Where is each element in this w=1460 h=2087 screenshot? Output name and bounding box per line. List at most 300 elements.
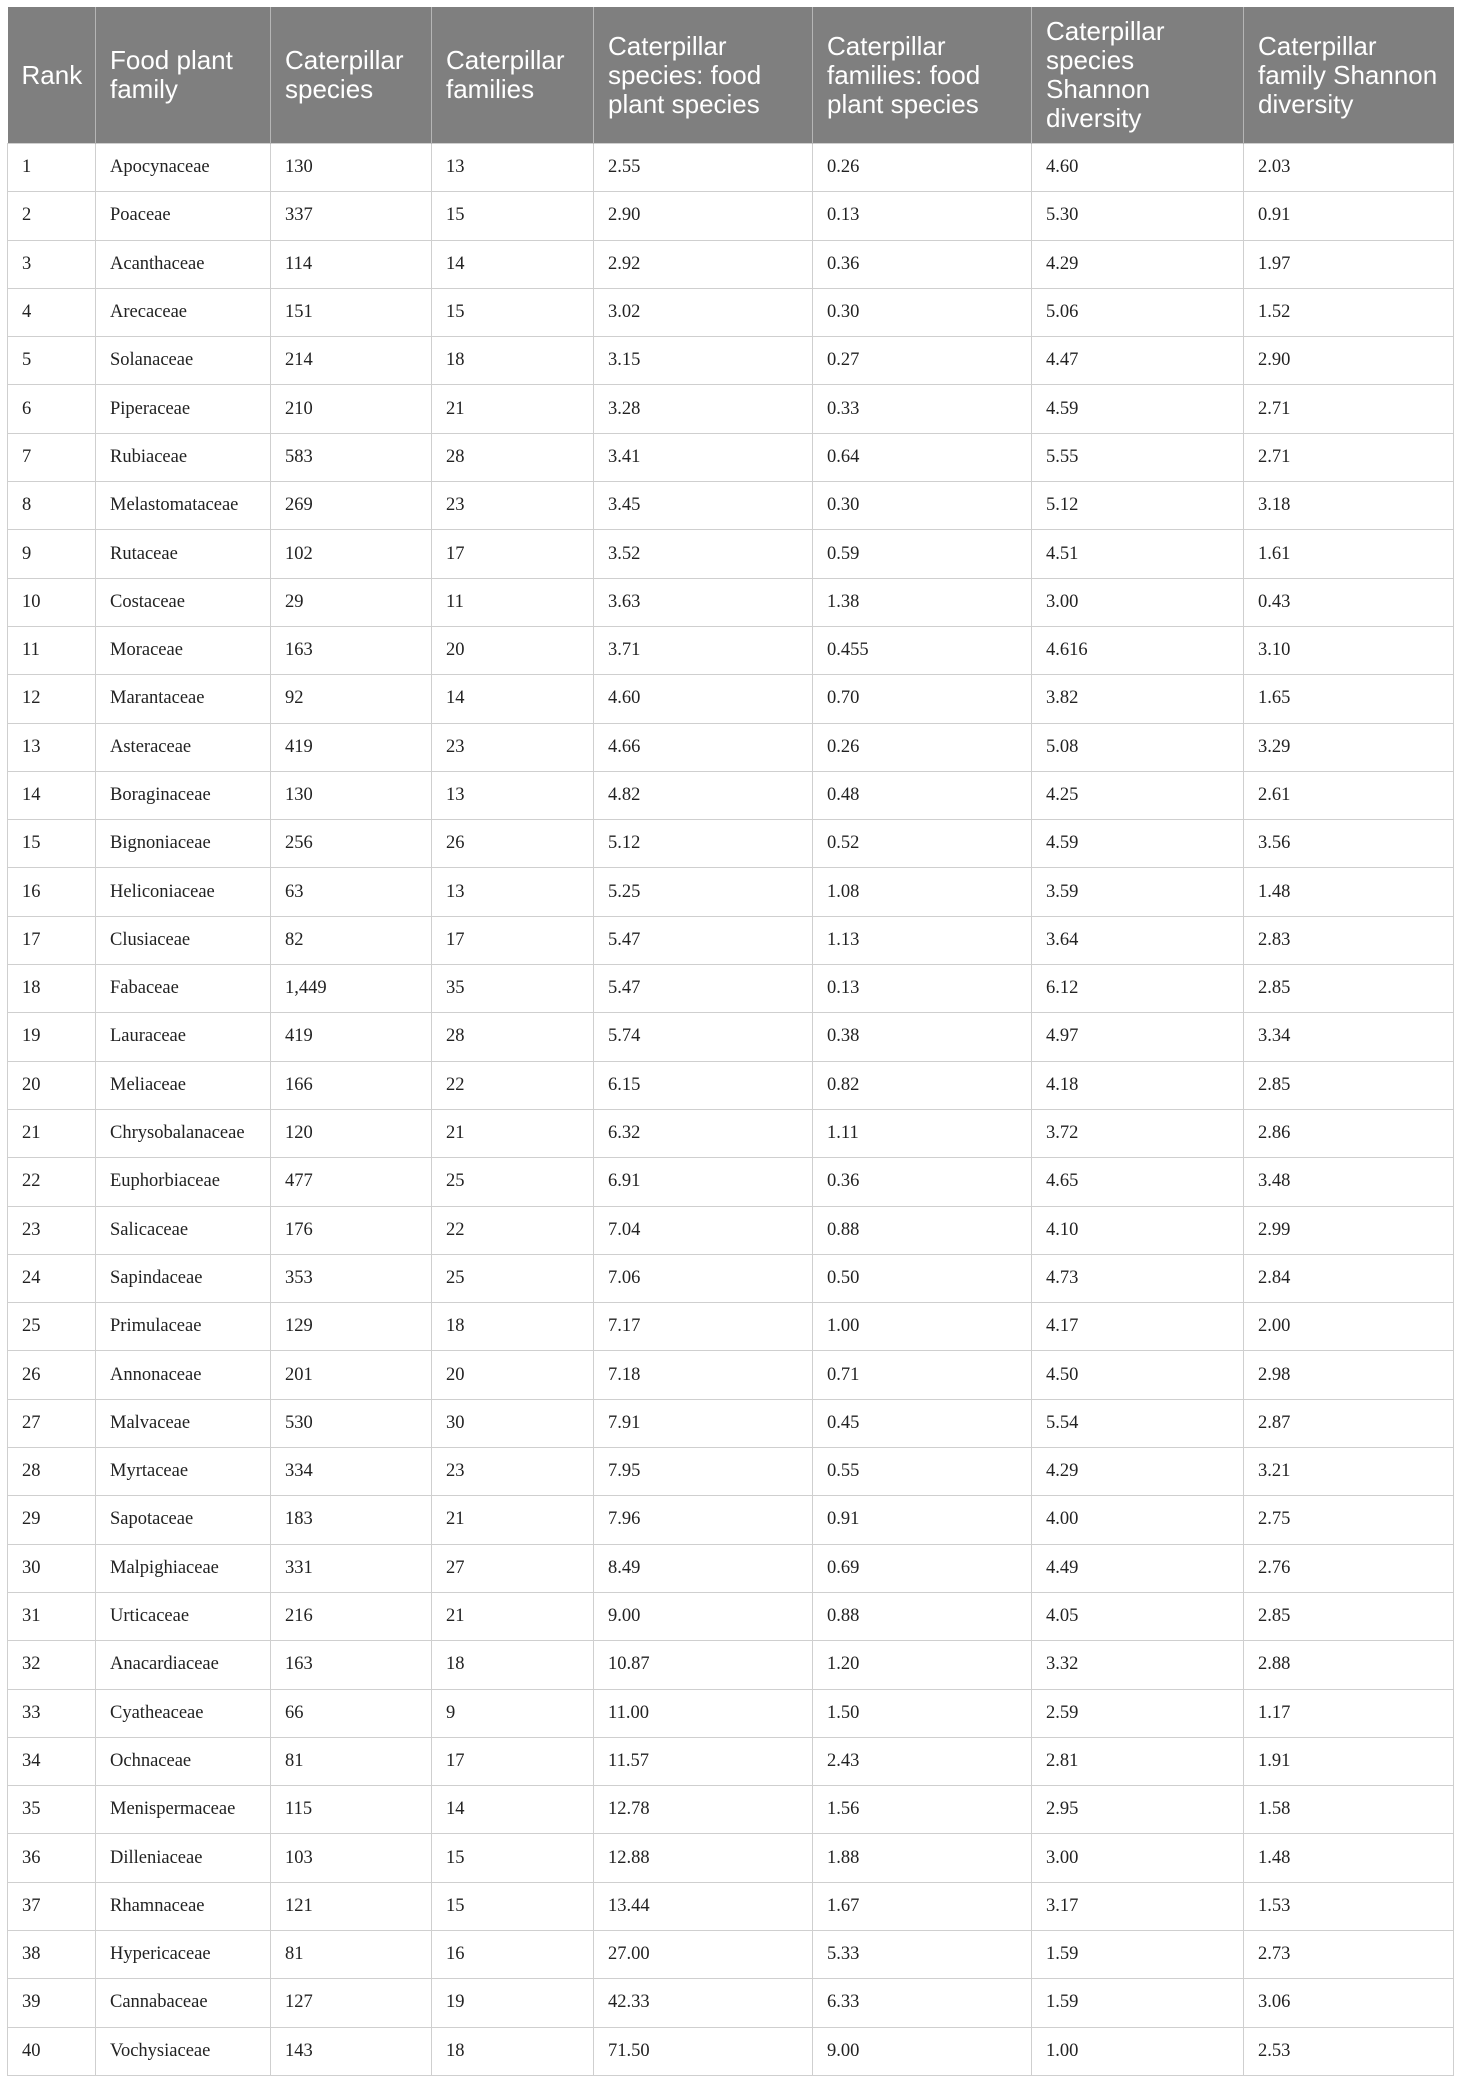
cell-rank: 14: [8, 771, 96, 819]
cell-families-per-food-plant: 0.36: [813, 1158, 1032, 1206]
cell-food-plant-family: Rhamnaceae: [96, 1882, 271, 1930]
cell-families-per-food-plant: 1.88: [813, 1834, 1032, 1882]
cell-rank: 2: [8, 192, 96, 240]
cell-species-per-food-plant: 11.57: [594, 1737, 813, 1785]
cell-families-per-food-plant: 0.82: [813, 1061, 1032, 1109]
cell-species-per-food-plant: 3.02: [594, 288, 813, 336]
cell-caterpillar-families: 13: [432, 144, 594, 192]
cell-families-per-food-plant: 0.45: [813, 1399, 1032, 1447]
cell-rank: 36: [8, 1834, 96, 1882]
cell-caterpillar-families: 27: [432, 1544, 594, 1592]
cell-rank: 21: [8, 1109, 96, 1157]
cell-species-shannon-diversity: 5.55: [1032, 433, 1244, 481]
cell-family-shannon-diversity: 3.29: [1244, 723, 1454, 771]
cell-species-per-food-plant: 7.95: [594, 1448, 813, 1496]
cell-species-shannon-diversity: 4.51: [1032, 530, 1244, 578]
cell-caterpillar-species: 81: [271, 1930, 432, 1978]
header-families-per-food-plant: Caterpillar families: food plant species: [813, 7, 1032, 144]
cell-species-shannon-diversity: 4.10: [1032, 1206, 1244, 1254]
cell-species-shannon-diversity: 2.81: [1032, 1737, 1244, 1785]
cell-caterpillar-families: 28: [432, 433, 594, 481]
cell-species-shannon-diversity: 4.05: [1032, 1592, 1244, 1640]
cell-food-plant-family: Ochnaceae: [96, 1737, 271, 1785]
cell-species-shannon-diversity: 4.60: [1032, 144, 1244, 192]
cell-food-plant-family: Cyatheaceae: [96, 1689, 271, 1737]
cell-species-per-food-plant: 7.04: [594, 1206, 813, 1254]
cell-food-plant-family: Apocynaceae: [96, 144, 271, 192]
cell-species-shannon-diversity: 1.00: [1032, 2027, 1244, 2075]
cell-caterpillar-species: 583: [271, 433, 432, 481]
cell-family-shannon-diversity: 2.75: [1244, 1496, 1454, 1544]
cell-family-shannon-diversity: 2.61: [1244, 771, 1454, 819]
cell-food-plant-family: Rubiaceae: [96, 433, 271, 481]
cell-species-per-food-plant: 3.63: [594, 578, 813, 626]
cell-food-plant-family: Asteraceae: [96, 723, 271, 771]
cell-species-per-food-plant: 13.44: [594, 1882, 813, 1930]
cell-species-per-food-plant: 2.90: [594, 192, 813, 240]
cell-family-shannon-diversity: 3.10: [1244, 626, 1454, 674]
cell-family-shannon-diversity: 1.58: [1244, 1786, 1454, 1834]
cell-family-shannon-diversity: 2.73: [1244, 1930, 1454, 1978]
table-row: [8, 820, 1454, 868]
cell-species-shannon-diversity: 4.59: [1032, 820, 1244, 868]
cell-species-per-food-plant: 3.41: [594, 433, 813, 481]
cell-caterpillar-families: 25: [432, 1254, 594, 1302]
cell-rank: 1: [8, 144, 96, 192]
cell-species-shannon-diversity: 3.17: [1032, 1882, 1244, 1930]
cell-food-plant-family: Hypericaceae: [96, 1930, 271, 1978]
cell-rank: 34: [8, 1737, 96, 1785]
cell-species-shannon-diversity: 4.616: [1032, 626, 1244, 674]
cell-rank: 5: [8, 337, 96, 385]
cell-caterpillar-species: 66: [271, 1689, 432, 1737]
cell-species-per-food-plant: 8.49: [594, 1544, 813, 1592]
cell-families-per-food-plant: 0.59: [813, 530, 1032, 578]
cell-families-per-food-plant: 0.91: [813, 1496, 1032, 1544]
cell-species-per-food-plant: 3.52: [594, 530, 813, 578]
table-row: [8, 144, 1454, 192]
cell-caterpillar-families: 18: [432, 1303, 594, 1351]
cell-rank: 15: [8, 820, 96, 868]
cell-families-per-food-plant: 1.11: [813, 1109, 1032, 1157]
cell-species-per-food-plant: 3.45: [594, 482, 813, 530]
cell-species-per-food-plant: 9.00: [594, 1592, 813, 1640]
cell-caterpillar-families: 23: [432, 482, 594, 530]
cell-caterpillar-species: 130: [271, 771, 432, 819]
cell-food-plant-family: Piperaceae: [96, 385, 271, 433]
cell-species-shannon-diversity: 3.72: [1032, 1109, 1244, 1157]
cell-caterpillar-families: 17: [432, 1737, 594, 1785]
table-row: [8, 626, 1454, 674]
cell-caterpillar-families: 9: [432, 1689, 594, 1737]
cell-caterpillar-families: 14: [432, 240, 594, 288]
cell-rank: 39: [8, 1979, 96, 2027]
cell-caterpillar-species: 63: [271, 868, 432, 916]
cell-species-per-food-plant: 4.66: [594, 723, 813, 771]
cell-rank: 6: [8, 385, 96, 433]
cell-caterpillar-species: 102: [271, 530, 432, 578]
header-caterpillar-species: Caterpillar species: [271, 7, 432, 144]
cell-family-shannon-diversity: 2.03: [1244, 144, 1454, 192]
cell-family-shannon-diversity: 2.84: [1244, 1254, 1454, 1302]
table-row: [8, 1351, 1454, 1399]
cell-caterpillar-families: 21: [432, 385, 594, 433]
cell-food-plant-family: Solanaceae: [96, 337, 271, 385]
cell-family-shannon-diversity: 2.53: [1244, 2027, 1454, 2075]
cell-rank: 16: [8, 868, 96, 916]
cell-species-shannon-diversity: 3.59: [1032, 868, 1244, 916]
table-row: [8, 1689, 1454, 1737]
cell-species-per-food-plant: 42.33: [594, 1979, 813, 2027]
cell-species-per-food-plant: 3.71: [594, 626, 813, 674]
cell-families-per-food-plant: 0.455: [813, 626, 1032, 674]
cell-families-per-food-plant: 2.43: [813, 1737, 1032, 1785]
cell-family-shannon-diversity: 1.65: [1244, 675, 1454, 723]
cell-rank: 20: [8, 1061, 96, 1109]
cell-species-per-food-plant: 4.60: [594, 675, 813, 723]
cell-species-per-food-plant: 5.74: [594, 1013, 813, 1061]
cell-caterpillar-species: 115: [271, 1786, 432, 1834]
cell-caterpillar-families: 30: [432, 1399, 594, 1447]
cell-food-plant-family: Primulaceae: [96, 1303, 271, 1351]
cell-families-per-food-plant: 1.13: [813, 916, 1032, 964]
cell-species-per-food-plant: 12.88: [594, 1834, 813, 1882]
cell-caterpillar-species: 269: [271, 482, 432, 530]
table-row: [8, 965, 1454, 1013]
table-row: [8, 482, 1454, 530]
cell-caterpillar-species: 29: [271, 578, 432, 626]
cell-species-shannon-diversity: 5.06: [1032, 288, 1244, 336]
table-row: [8, 1254, 1454, 1302]
cell-family-shannon-diversity: 1.91: [1244, 1737, 1454, 1785]
cell-families-per-food-plant: 0.27: [813, 337, 1032, 385]
cell-species-per-food-plant: 7.18: [594, 1351, 813, 1399]
cell-rank: 40: [8, 2027, 96, 2075]
cell-food-plant-family: Sapotaceae: [96, 1496, 271, 1544]
cell-food-plant-family: Poaceae: [96, 192, 271, 240]
cell-species-shannon-diversity: 5.08: [1032, 723, 1244, 771]
cell-caterpillar-species: 92: [271, 675, 432, 723]
cell-caterpillar-families: 15: [432, 1882, 594, 1930]
table-row: [8, 1641, 1454, 1689]
cell-food-plant-family: Fabaceae: [96, 965, 271, 1013]
cell-caterpillar-families: 22: [432, 1206, 594, 1254]
cell-rank: 27: [8, 1399, 96, 1447]
cell-food-plant-family: Moraceae: [96, 626, 271, 674]
cell-families-per-food-plant: 1.20: [813, 1641, 1032, 1689]
cell-caterpillar-species: 419: [271, 1013, 432, 1061]
cell-caterpillar-families: 18: [432, 2027, 594, 2075]
cell-caterpillar-families: 22: [432, 1061, 594, 1109]
cell-species-per-food-plant: 2.92: [594, 240, 813, 288]
cell-family-shannon-diversity: 3.48: [1244, 1158, 1454, 1206]
cell-food-plant-family: Boraginaceae: [96, 771, 271, 819]
cell-species-per-food-plant: 4.82: [594, 771, 813, 819]
table-row: [8, 1979, 1454, 2027]
header-row: [8, 7, 1454, 144]
cell-species-shannon-diversity: 5.54: [1032, 1399, 1244, 1447]
cell-caterpillar-families: 15: [432, 1834, 594, 1882]
cell-families-per-food-plant: 1.50: [813, 1689, 1032, 1737]
cell-species-shannon-diversity: 5.12: [1032, 482, 1244, 530]
cell-caterpillar-species: 114: [271, 240, 432, 288]
cell-species-per-food-plant: 3.15: [594, 337, 813, 385]
cell-food-plant-family: Myrtaceae: [96, 1448, 271, 1496]
cell-rank: 7: [8, 433, 96, 481]
cell-family-shannon-diversity: 3.56: [1244, 820, 1454, 868]
cell-families-per-food-plant: 0.30: [813, 288, 1032, 336]
cell-rank: 23: [8, 1206, 96, 1254]
cell-rank: 8: [8, 482, 96, 530]
cell-food-plant-family: Anacardiaceae: [96, 1641, 271, 1689]
cell-species-per-food-plant: 6.91: [594, 1158, 813, 1206]
cell-species-shannon-diversity: 4.29: [1032, 240, 1244, 288]
cell-family-shannon-diversity: 2.98: [1244, 1351, 1454, 1399]
cell-caterpillar-families: 17: [432, 916, 594, 964]
cell-caterpillar-families: 15: [432, 192, 594, 240]
data-table-container: [7, 7, 1453, 2076]
cell-families-per-food-plant: 0.71: [813, 1351, 1032, 1399]
cell-caterpillar-families: 14: [432, 1786, 594, 1834]
table-row: [8, 337, 1454, 385]
cell-rank: 9: [8, 530, 96, 578]
cell-caterpillar-species: 143: [271, 2027, 432, 2075]
table-row: [8, 868, 1454, 916]
table-row: [8, 2027, 1454, 2075]
cell-family-shannon-diversity: 2.76: [1244, 1544, 1454, 1592]
cell-caterpillar-families: 19: [432, 1979, 594, 2027]
table-header: [8, 7, 1454, 144]
cell-family-shannon-diversity: 3.34: [1244, 1013, 1454, 1061]
cell-caterpillar-species: 82: [271, 916, 432, 964]
table-row: [8, 530, 1454, 578]
cell-caterpillar-species: 103: [271, 1834, 432, 1882]
cell-species-shannon-diversity: 3.82: [1032, 675, 1244, 723]
cell-family-shannon-diversity: 2.85: [1244, 965, 1454, 1013]
cell-caterpillar-species: 120: [271, 1109, 432, 1157]
cell-food-plant-family: Annonaceae: [96, 1351, 271, 1399]
table-row: [8, 1013, 1454, 1061]
cell-caterpillar-species: 214: [271, 337, 432, 385]
cell-species-shannon-diversity: 4.97: [1032, 1013, 1244, 1061]
cell-family-shannon-diversity: 2.85: [1244, 1061, 1454, 1109]
cell-food-plant-family: Sapindaceae: [96, 1254, 271, 1302]
cell-species-per-food-plant: 5.25: [594, 868, 813, 916]
cell-families-per-food-plant: 6.33: [813, 1979, 1032, 2027]
cell-caterpillar-species: 477: [271, 1158, 432, 1206]
cell-family-shannon-diversity: 1.48: [1244, 868, 1454, 916]
cell-food-plant-family: Cannabaceae: [96, 1979, 271, 2027]
cell-caterpillar-families: 26: [432, 820, 594, 868]
cell-families-per-food-plant: 1.38: [813, 578, 1032, 626]
cell-caterpillar-families: 20: [432, 626, 594, 674]
cell-species-shannon-diversity: 1.59: [1032, 1930, 1244, 1978]
cell-caterpillar-species: 81: [271, 1737, 432, 1785]
cell-food-plant-family: Marantaceae: [96, 675, 271, 723]
table-body: [8, 144, 1454, 2076]
table-row: [8, 1158, 1454, 1206]
cell-caterpillar-species: 256: [271, 820, 432, 868]
cell-species-shannon-diversity: 4.29: [1032, 1448, 1244, 1496]
cell-food-plant-family: Salicaceae: [96, 1206, 271, 1254]
cell-families-per-food-plant: 0.26: [813, 723, 1032, 771]
cell-families-per-food-plant: 0.26: [813, 144, 1032, 192]
cell-caterpillar-families: 18: [432, 337, 594, 385]
cell-families-per-food-plant: 0.52: [813, 820, 1032, 868]
cell-species-shannon-diversity: 4.59: [1032, 385, 1244, 433]
cell-families-per-food-plant: 0.50: [813, 1254, 1032, 1302]
cell-species-per-food-plant: 6.32: [594, 1109, 813, 1157]
cell-caterpillar-families: 14: [432, 675, 594, 723]
cell-species-per-food-plant: 7.96: [594, 1496, 813, 1544]
cell-families-per-food-plant: 0.13: [813, 192, 1032, 240]
cell-species-per-food-plant: 27.00: [594, 1930, 813, 1978]
cell-rank: 17: [8, 916, 96, 964]
cell-food-plant-family: Urticaceae: [96, 1592, 271, 1640]
table-row: [8, 385, 1454, 433]
cell-food-plant-family: Chrysobalanaceae: [96, 1109, 271, 1157]
table-row: [8, 1448, 1454, 1496]
cell-rank: 12: [8, 675, 96, 723]
header-species-per-food-plant: Caterpillar species: food plant species: [594, 7, 813, 144]
table-row: [8, 240, 1454, 288]
cell-species-shannon-diversity: 4.73: [1032, 1254, 1244, 1302]
cell-food-plant-family: Vochysiaceae: [96, 2027, 271, 2075]
cell-family-shannon-diversity: 0.91: [1244, 192, 1454, 240]
cell-food-plant-family: Lauraceae: [96, 1013, 271, 1061]
cell-family-shannon-diversity: 2.71: [1244, 433, 1454, 481]
cell-caterpillar-species: 130: [271, 144, 432, 192]
cell-species-shannon-diversity: 4.18: [1032, 1061, 1244, 1109]
cell-species-shannon-diversity: 4.47: [1032, 337, 1244, 385]
cell-rank: 4: [8, 288, 96, 336]
header-rank: Rank: [8, 7, 96, 144]
cell-caterpillar-families: 21: [432, 1592, 594, 1640]
cell-food-plant-family: Menispermaceae: [96, 1786, 271, 1834]
cell-families-per-food-plant: 0.36: [813, 240, 1032, 288]
cell-caterpillar-families: 23: [432, 1448, 594, 1496]
cell-food-plant-family: Costaceae: [96, 578, 271, 626]
cell-species-shannon-diversity: 4.17: [1032, 1303, 1244, 1351]
cell-rank: 22: [8, 1158, 96, 1206]
table-row: [8, 1303, 1454, 1351]
cell-food-plant-family: Arecaceae: [96, 288, 271, 336]
cell-species-shannon-diversity: 4.50: [1032, 1351, 1244, 1399]
cell-caterpillar-species: 210: [271, 385, 432, 433]
cell-caterpillar-species: 331: [271, 1544, 432, 1592]
cell-rank: 35: [8, 1786, 96, 1834]
cell-family-shannon-diversity: 0.43: [1244, 578, 1454, 626]
cell-food-plant-family: Meliaceae: [96, 1061, 271, 1109]
cell-food-plant-family: Melastomataceae: [96, 482, 271, 530]
cell-caterpillar-species: 419: [271, 723, 432, 771]
cell-rank: 29: [8, 1496, 96, 1544]
header-food-plant-family: Food plant family: [96, 7, 271, 144]
table-row: [8, 192, 1454, 240]
cell-rank: 19: [8, 1013, 96, 1061]
cell-food-plant-family: Clusiaceae: [96, 916, 271, 964]
cell-family-shannon-diversity: 1.48: [1244, 1834, 1454, 1882]
cell-families-per-food-plant: 0.88: [813, 1206, 1032, 1254]
header-caterpillar-families: Caterpillar families: [432, 7, 594, 144]
cell-caterpillar-families: 15: [432, 288, 594, 336]
cell-caterpillar-families: 18: [432, 1641, 594, 1689]
cell-species-per-food-plant: 5.12: [594, 820, 813, 868]
header-family-shannon-diversity: Caterpillar family Shannon diversity: [1244, 7, 1454, 144]
table-row: [8, 1206, 1454, 1254]
cell-families-per-food-plant: 0.30: [813, 482, 1032, 530]
cell-caterpillar-species: 334: [271, 1448, 432, 1496]
cell-caterpillar-families: 21: [432, 1496, 594, 1544]
cell-family-shannon-diversity: 2.85: [1244, 1592, 1454, 1640]
cell-caterpillar-species: 337: [271, 192, 432, 240]
cell-species-per-food-plant: 6.15: [594, 1061, 813, 1109]
table-row: [8, 1592, 1454, 1640]
cell-species-shannon-diversity: 1.59: [1032, 1979, 1244, 2027]
cell-species-shannon-diversity: 3.64: [1032, 916, 1244, 964]
cell-caterpillar-families: 25: [432, 1158, 594, 1206]
caterpillar-food-plant-table: [7, 7, 1454, 2076]
cell-species-per-food-plant: 12.78: [594, 1786, 813, 1834]
cell-caterpillar-species: 127: [271, 1979, 432, 2027]
table-row: [8, 288, 1454, 336]
cell-species-shannon-diversity: 4.00: [1032, 1496, 1244, 1544]
cell-family-shannon-diversity: 2.99: [1244, 1206, 1454, 1254]
cell-caterpillar-families: 28: [432, 1013, 594, 1061]
table-row: [8, 1109, 1454, 1157]
cell-rank: 37: [8, 1882, 96, 1930]
cell-families-per-food-plant: 0.48: [813, 771, 1032, 819]
cell-families-per-food-plant: 0.88: [813, 1592, 1032, 1640]
cell-caterpillar-species: 201: [271, 1351, 432, 1399]
cell-families-per-food-plant: 0.55: [813, 1448, 1032, 1496]
cell-caterpillar-families: 13: [432, 868, 594, 916]
cell-family-shannon-diversity: 1.17: [1244, 1689, 1454, 1737]
cell-family-shannon-diversity: 3.06: [1244, 1979, 1454, 2027]
cell-families-per-food-plant: 1.00: [813, 1303, 1032, 1351]
cell-rank: 30: [8, 1544, 96, 1592]
cell-caterpillar-families: 35: [432, 965, 594, 1013]
cell-caterpillar-families: 20: [432, 1351, 594, 1399]
cell-food-plant-family: Heliconiaceae: [96, 868, 271, 916]
table-row: [8, 916, 1454, 964]
cell-food-plant-family: Dilleniaceae: [96, 1834, 271, 1882]
cell-species-per-food-plant: 71.50: [594, 2027, 813, 2075]
cell-families-per-food-plant: 5.33: [813, 1930, 1032, 1978]
cell-family-shannon-diversity: 1.61: [1244, 530, 1454, 578]
cell-food-plant-family: Malpighiaceae: [96, 1544, 271, 1592]
cell-caterpillar-species: 163: [271, 626, 432, 674]
cell-caterpillar-species: 216: [271, 1592, 432, 1640]
cell-families-per-food-plant: 0.64: [813, 433, 1032, 481]
cell-family-shannon-diversity: 2.87: [1244, 1399, 1454, 1447]
cell-rank: 28: [8, 1448, 96, 1496]
cell-caterpillar-species: 166: [271, 1061, 432, 1109]
cell-species-per-food-plant: 2.55: [594, 144, 813, 192]
cell-caterpillar-species: 1,449: [271, 965, 432, 1013]
cell-families-per-food-plant: 0.13: [813, 965, 1032, 1013]
cell-families-per-food-plant: 0.69: [813, 1544, 1032, 1592]
cell-rank: 38: [8, 1930, 96, 1978]
cell-family-shannon-diversity: 3.18: [1244, 482, 1454, 530]
cell-food-plant-family: Rutaceae: [96, 530, 271, 578]
cell-family-shannon-diversity: 1.52: [1244, 288, 1454, 336]
cell-species-shannon-diversity: 5.30: [1032, 192, 1244, 240]
table-row: [8, 1737, 1454, 1785]
cell-species-shannon-diversity: 3.32: [1032, 1641, 1244, 1689]
cell-caterpillar-species: 530: [271, 1399, 432, 1447]
cell-caterpillar-families: 13: [432, 771, 594, 819]
